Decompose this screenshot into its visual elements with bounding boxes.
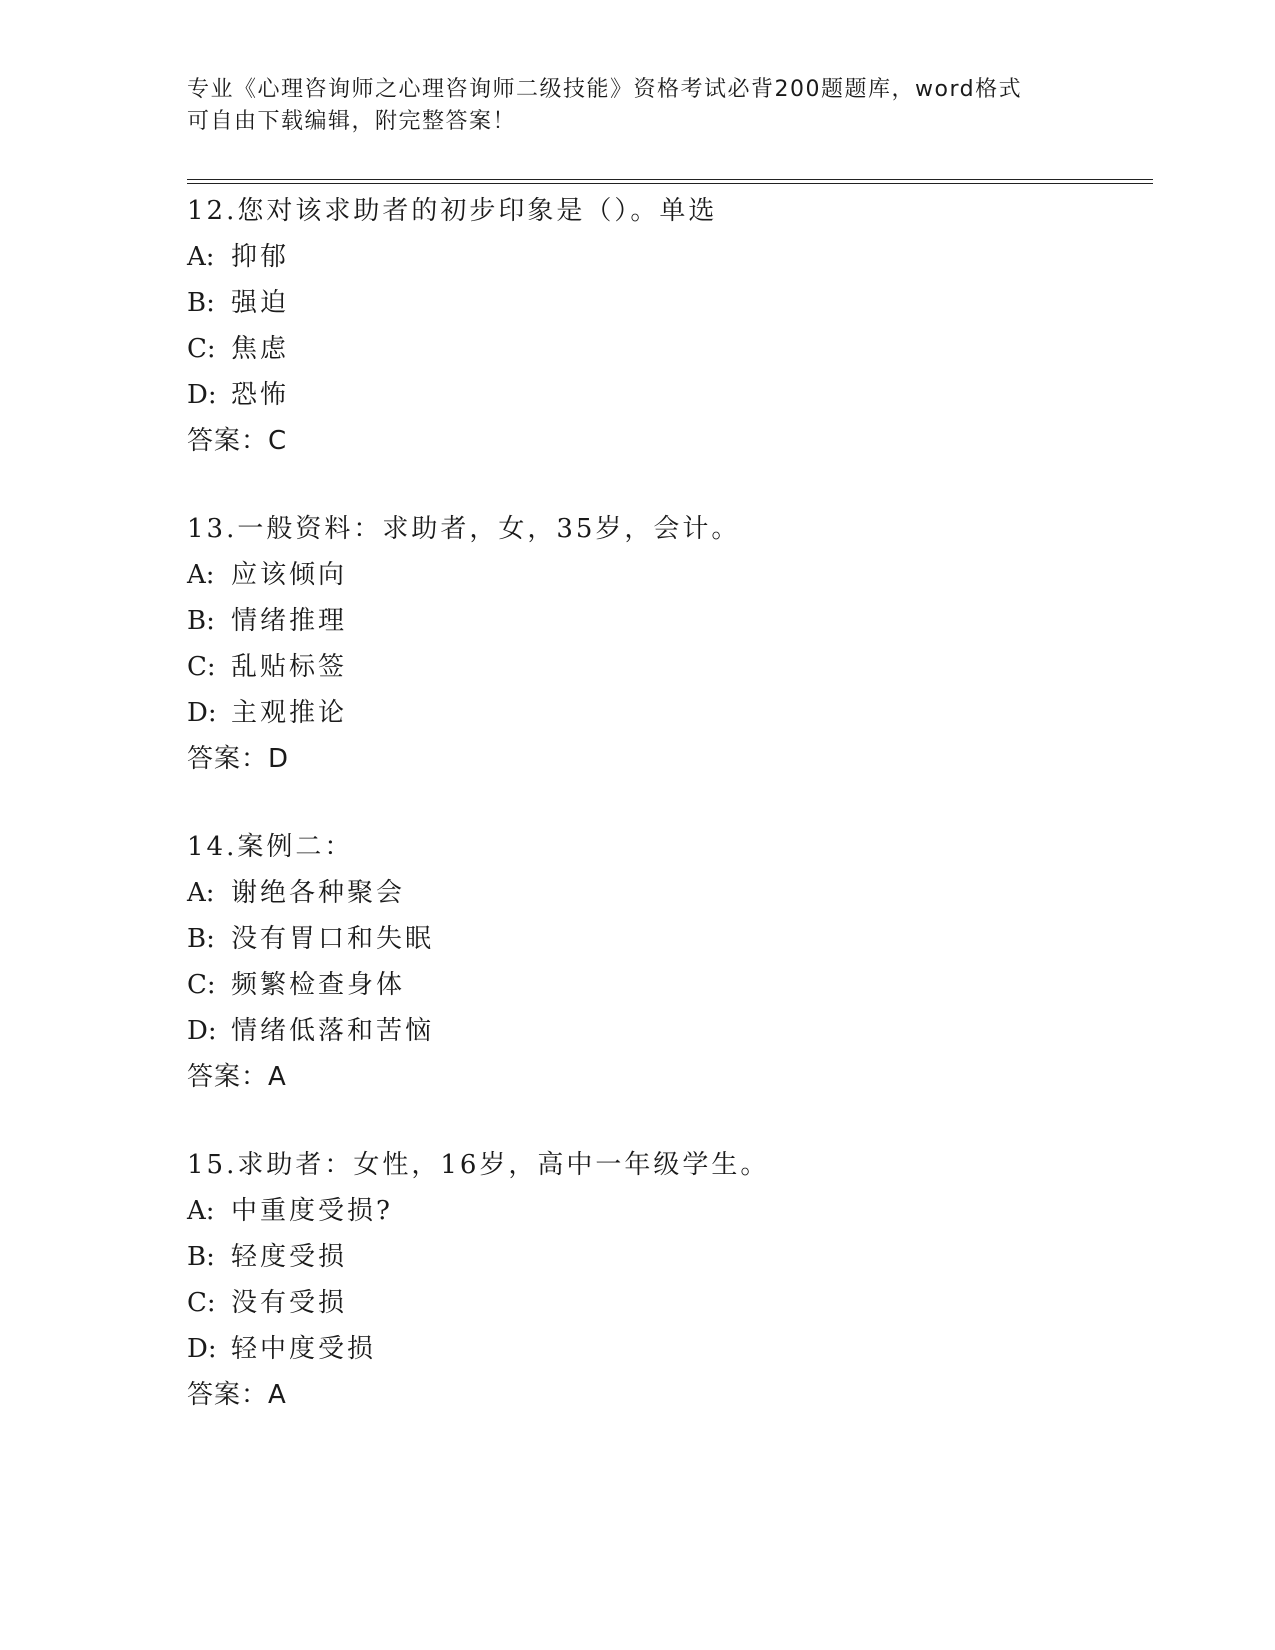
option-text: 乱贴标签 <box>231 652 348 682</box>
question-stem: 13.一般资料：求助者，女，35岁，会计。 <box>187 514 741 544</box>
answer-line: 答案：C <box>187 426 288 456</box>
option-text: 没有受损 <box>231 1288 348 1318</box>
option-a <box>187 234 1153 280</box>
option-text: 强迫 <box>231 288 290 318</box>
option-b <box>187 598 1153 644</box>
answer-line: 答案：D <box>187 744 290 774</box>
question-stem: 15.求助者：女性，16岁，高中一年级学生。 <box>187 1150 770 1180</box>
option-text: 轻度受损 <box>231 1242 348 1272</box>
option-letter: A: <box>187 560 215 590</box>
question-12 <box>187 188 1153 464</box>
option-text: 抑郁 <box>231 242 290 272</box>
option-text: 没有胃口和失眠 <box>231 924 435 954</box>
header-divider-bottom <box>187 183 1153 184</box>
answer-line: 答案：A <box>187 1380 287 1410</box>
document-header <box>187 74 1087 138</box>
option-letter: C: <box>187 652 216 682</box>
option-text: 恐怖 <box>231 380 290 410</box>
question-stem: 14.案例二： <box>187 832 354 862</box>
option-text: 主观推论 <box>231 698 348 728</box>
question-15 <box>187 1142 1153 1418</box>
option-d <box>187 1326 1153 1372</box>
option-b <box>187 280 1153 326</box>
answer-line: 答案：A <box>187 1062 287 1092</box>
option-text: 情绪低落和苦恼 <box>231 1016 435 1046</box>
option-letter: C: <box>187 334 216 364</box>
option-d <box>187 1008 1153 1054</box>
option-c <box>187 326 1153 372</box>
header-title-line-2: 可自由下载编辑，附完整答案！ <box>187 109 517 134</box>
option-text: 中重度受损? <box>231 1196 393 1226</box>
option-letter: D: <box>187 380 217 410</box>
header-divider-top <box>187 179 1153 180</box>
option-letter: B: <box>187 924 215 954</box>
option-letter: D: <box>187 1016 217 1046</box>
option-letter: A: <box>187 878 215 908</box>
option-b <box>187 916 1153 962</box>
option-text: 轻中度受损 <box>231 1334 377 1364</box>
option-text: 情绪推理 <box>231 606 348 636</box>
option-c <box>187 1280 1153 1326</box>
option-letter: B: <box>187 1242 215 1272</box>
option-letter: C: <box>187 970 216 1000</box>
header-title-line-1: 专业《心理咨询师之心理咨询师二级技能》资格考试必背200题题库，word格式 <box>187 77 1023 102</box>
option-letter: C: <box>187 1288 216 1318</box>
option-text: 频繁检查身体 <box>231 970 406 1000</box>
question-13 <box>187 506 1153 782</box>
option-text: 应该倾向 <box>231 560 348 590</box>
option-a <box>187 552 1153 598</box>
option-text: 谢绝各种聚会 <box>231 878 406 908</box>
option-d <box>187 690 1153 736</box>
question-stem: 12.您对该求助者的初步印象是（）。单选 <box>187 196 718 226</box>
option-letter: D: <box>187 1334 217 1364</box>
option-c <box>187 962 1153 1008</box>
option-a <box>187 870 1153 916</box>
option-letter: A: <box>187 1196 215 1226</box>
option-text: 焦虑 <box>231 334 290 364</box>
option-letter: B: <box>187 288 215 318</box>
option-letter: D: <box>187 698 217 728</box>
question-list <box>187 188 1153 1460</box>
option-letter: B: <box>187 606 215 636</box>
option-c <box>187 644 1153 690</box>
option-a <box>187 1188 1153 1234</box>
question-14 <box>187 824 1153 1100</box>
option-letter: A: <box>187 242 215 272</box>
option-d <box>187 372 1153 418</box>
option-b <box>187 1234 1153 1280</box>
